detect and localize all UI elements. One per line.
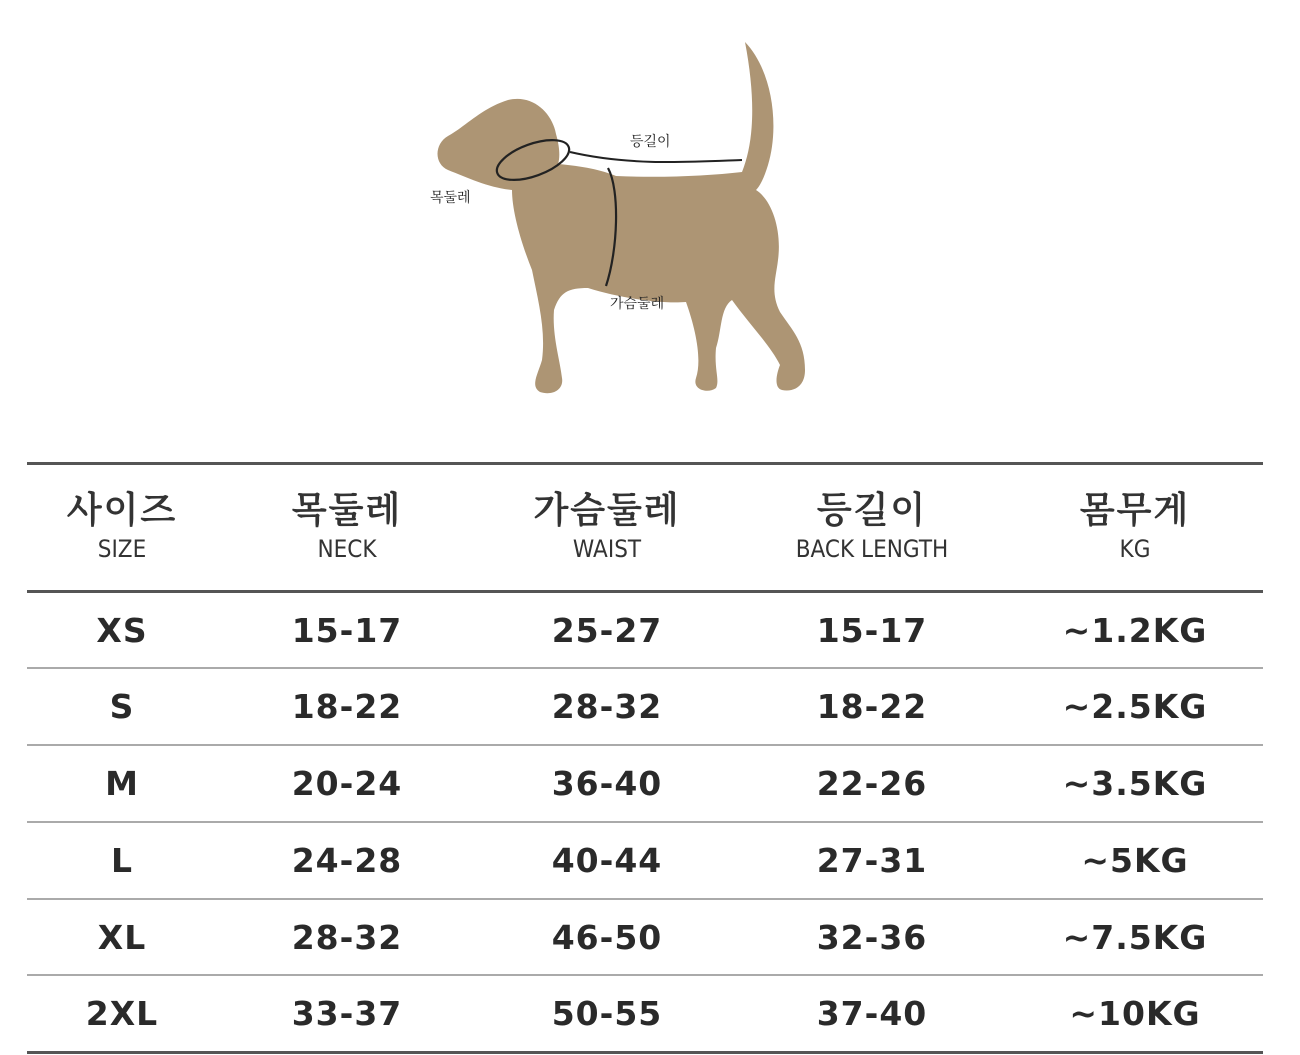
header-waist — [477, 464, 737, 592]
cell-waist: 36-40 — [551, 763, 663, 803]
cell-waist: 46-50 — [551, 917, 663, 957]
header-back-length — [737, 464, 1007, 592]
table-row — [27, 745, 1263, 822]
cell-weight: ~1.2KG — [1062, 610, 1208, 650]
cell-size: M — [105, 763, 139, 803]
table-row — [27, 899, 1263, 976]
header-ko: 사이즈 — [66, 489, 178, 531]
cell-waist: 28-32 — [551, 687, 663, 727]
table-row — [27, 822, 1263, 899]
cell-back-length: 18-22 — [816, 687, 928, 727]
header-neck — [217, 464, 477, 592]
cell-neck: 15-17 — [291, 610, 403, 650]
cell-weight: ~7.5KG — [1062, 917, 1208, 957]
cell-neck: 18-22 — [291, 687, 403, 727]
back-length-line — [570, 152, 742, 162]
header-ko: 목둘레 — [291, 489, 403, 531]
header-ko: 가슴둘레 — [533, 489, 681, 531]
header-en: NECK — [317, 534, 377, 563]
size-chart-table — [27, 462, 1263, 1054]
cell-neck: 33-37 — [291, 994, 403, 1034]
chest-label: 가슴둘레 — [610, 296, 665, 312]
cell-size: XL — [97, 917, 147, 957]
cell-size: L — [110, 840, 134, 880]
header-ko: 등길이 — [816, 489, 928, 531]
header-ko: 몸무게 — [1079, 489, 1191, 531]
dog-silhouette-illustration — [420, 30, 840, 410]
cell-weight: ~2.5KG — [1062, 687, 1208, 727]
table-row — [27, 592, 1263, 669]
cell-size: XS — [96, 610, 148, 650]
table-row — [27, 975, 1263, 1052]
header-en: WAIST — [572, 534, 642, 563]
header-size — [27, 464, 217, 592]
cell-back-length: 27-31 — [816, 840, 928, 880]
cell-neck: 20-24 — [291, 763, 403, 803]
table-row — [27, 668, 1263, 745]
cell-back-length: 15-17 — [816, 610, 928, 650]
cell-waist: 40-44 — [551, 840, 663, 880]
cell-weight: ~5KG — [1081, 840, 1189, 880]
cell-weight: ~10KG — [1069, 994, 1201, 1034]
cell-size: S — [109, 687, 135, 727]
table-header-row — [27, 464, 1263, 592]
cell-neck: 28-32 — [291, 917, 403, 957]
cell-waist: 25-27 — [551, 610, 663, 650]
header-weight — [1007, 464, 1263, 592]
cell-weight: ~3.5KG — [1062, 763, 1208, 803]
header-en: KG — [1119, 534, 1151, 563]
header-en: BACK LENGTH — [795, 534, 949, 563]
cell-waist: 50-55 — [551, 994, 663, 1034]
back-length-label: 등길이 — [630, 134, 671, 150]
header-en: SIZE — [97, 534, 147, 563]
cell-back-length: 22-26 — [816, 763, 928, 803]
dog-silhouette — [438, 42, 806, 393]
cell-back-length: 37-40 — [816, 994, 928, 1034]
dog-measurement-figure — [420, 30, 840, 410]
neck-label: 목둘레 — [430, 190, 471, 206]
cell-size: 2XL — [85, 994, 159, 1034]
cell-neck: 24-28 — [291, 840, 403, 880]
cell-back-length: 32-36 — [816, 917, 928, 957]
